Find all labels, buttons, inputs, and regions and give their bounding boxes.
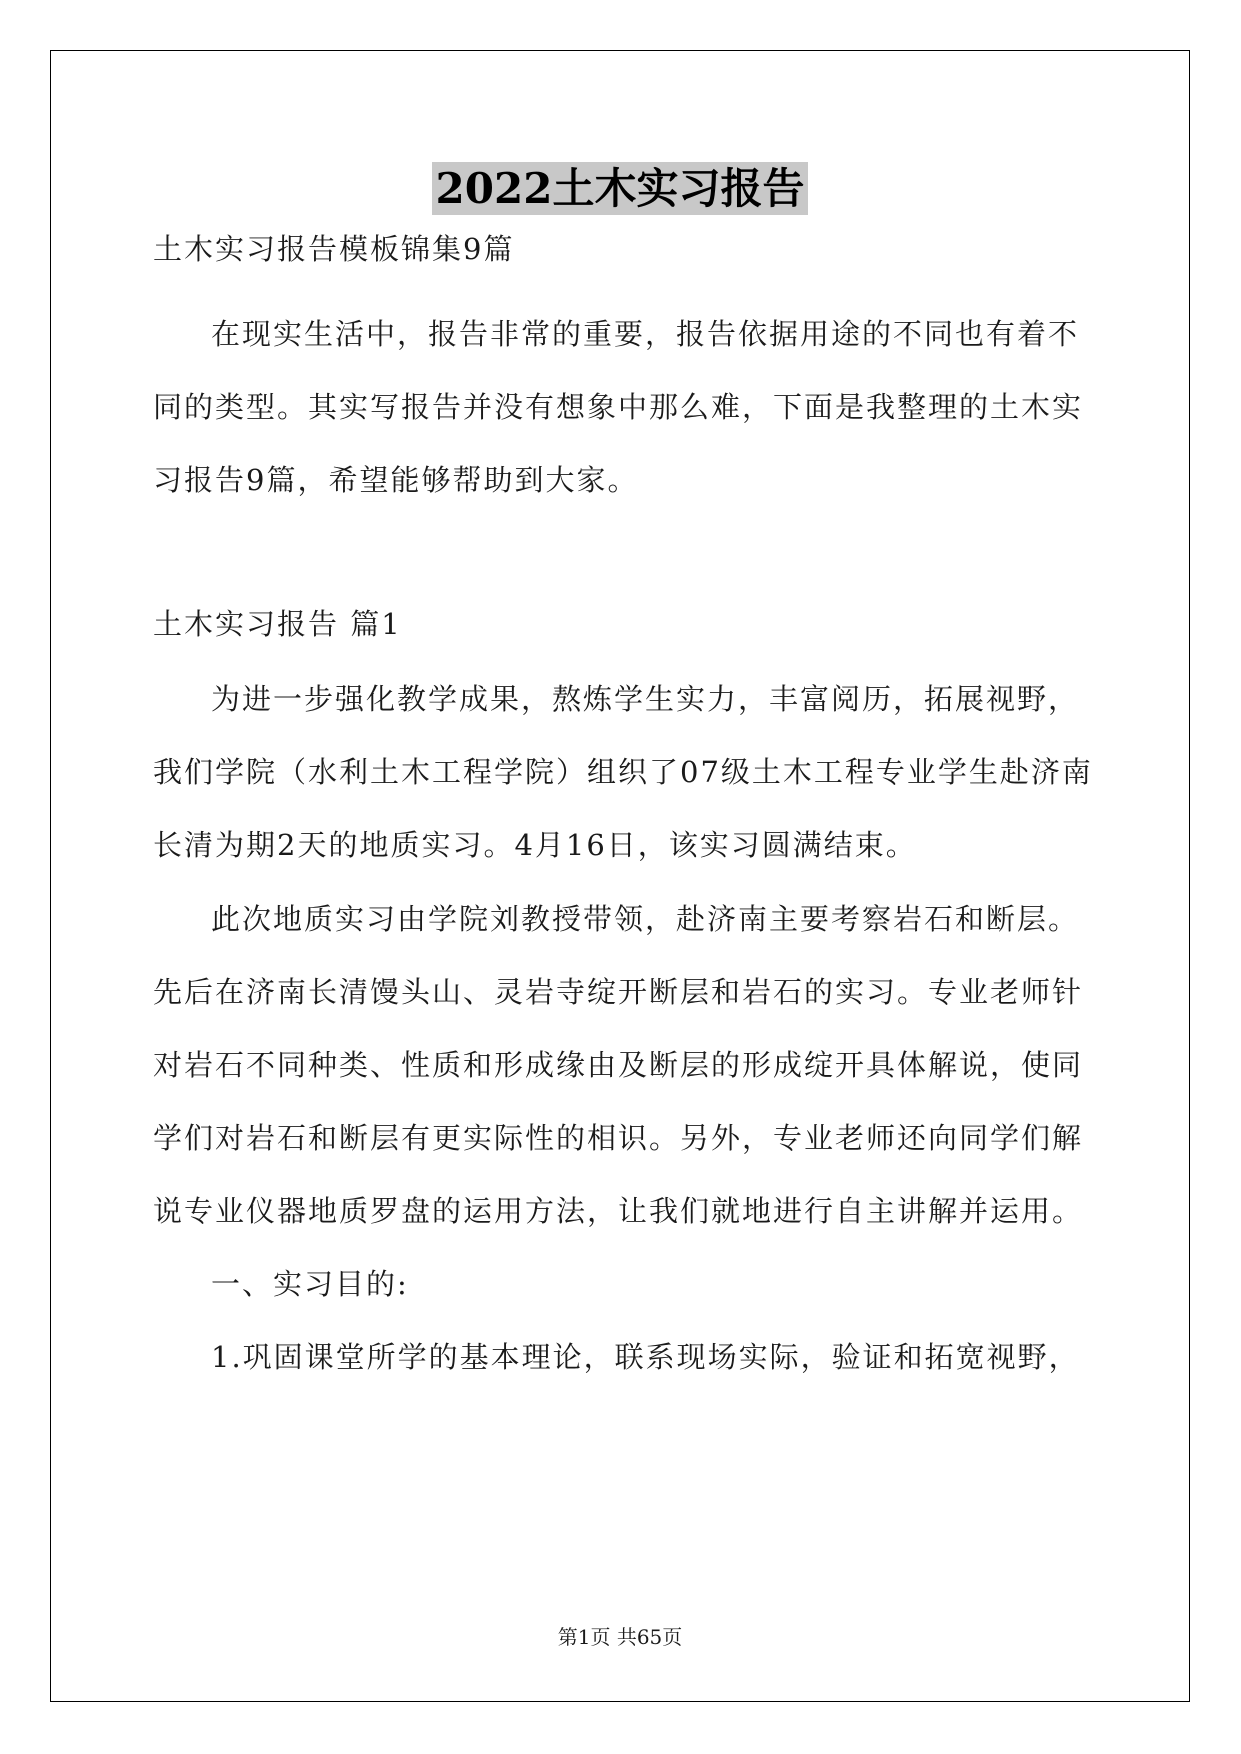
document-title-text: 2022土木实习报告 — [432, 162, 809, 215]
paragraph-line: 为进一步强化教学成果，熬炼学生实力，丰富阅历，拓展视野， — [211, 682, 1080, 716]
document-title — [51, 159, 1189, 219]
paragraph-line: 我们学院（水利土木工程学院）组织了07级土木工程专业学生赴济南 — [153, 755, 1093, 789]
section-heading: 土木实习报告 篇1 — [153, 607, 402, 641]
paragraph-line: 习报告9篇，希望能够帮助到大家。 — [153, 463, 639, 497]
subsection-heading: 一、实习目的: — [211, 1267, 409, 1301]
document-page — [50, 50, 1190, 1702]
paragraph-line: 同的类型。其实写报告并没有想象中那么难，下面是我整理的土木实 — [153, 390, 1084, 424]
document-subtitle: 土木实习报告模板锦集9篇 — [153, 232, 515, 266]
paragraph-line: 先后在济南长清馒头山、灵岩寺绽开断层和岩石的实习。专业老师针 — [153, 975, 1084, 1009]
paragraph-line: 1.巩固课堂所学的基本理论，联系现场实际，验证和拓宽视野， — [211, 1340, 1080, 1374]
paragraph-line: 学们对岩石和断层有更实际性的相识。另外，专业老师还向同学们解 — [153, 1121, 1084, 1155]
paragraph-line: 在现实生活中，报告非常的重要，报告依据用途的不同也有着不 — [211, 317, 1080, 351]
paragraph-line: 对岩石不同种类、性质和形成缘由及断层的形成绽开具体解说，使同 — [153, 1048, 1084, 1082]
paragraph-line: 说专业仪器地质罗盘的运用方法，让我们就地进行自主讲解并运用。 — [153, 1194, 1084, 1228]
paragraph-line: 此次地质实习由学院刘教授带领，赴济南主要考察岩石和断层。 — [211, 902, 1080, 936]
paragraph-line: 长清为期2天的地质实习。4月16日，该实习圆满结束。 — [153, 828, 917, 862]
page-footer: 第1页 共65页 — [557, 1625, 683, 1649]
